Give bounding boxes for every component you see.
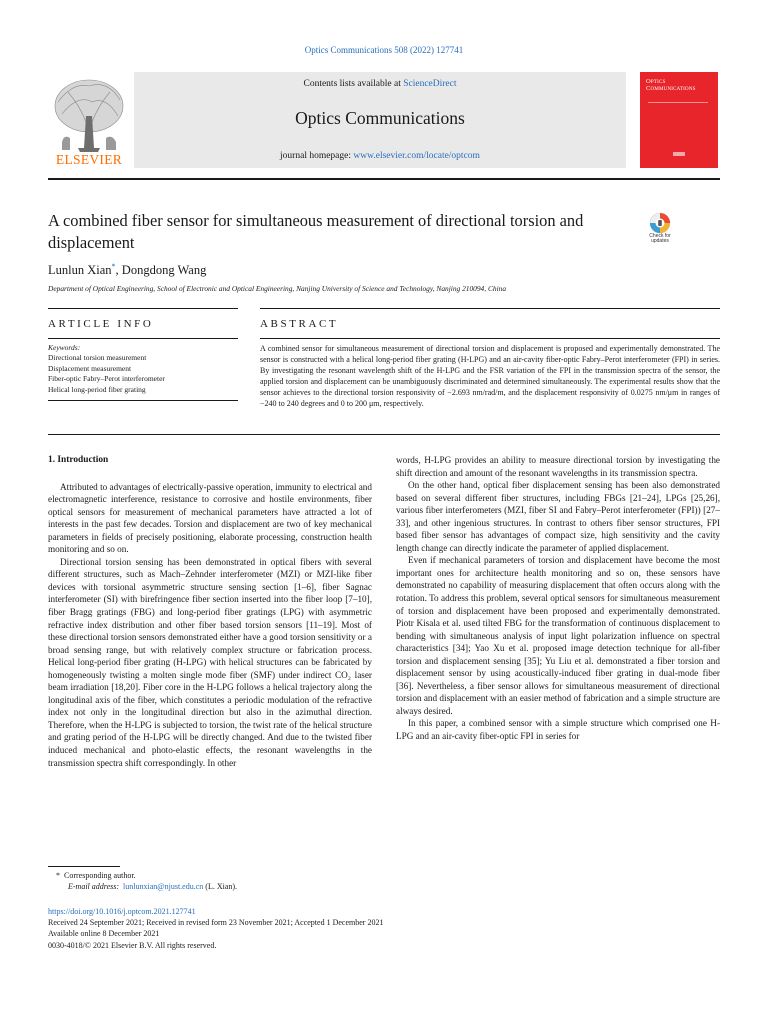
footnote bbox=[56, 870, 376, 892]
section-heading: 1. Introduction bbox=[48, 455, 109, 465]
body-column-right bbox=[396, 454, 720, 743]
journal-cover[interactable] bbox=[640, 72, 718, 168]
body-paragraph: In this paper, a combined sensor with a simple structure which comprised one H-LPG and an air-cavity fiber-optic FPI in series for bbox=[396, 718, 720, 742]
keyword-item: Fiber-optic Fabry–Perot interferometer bbox=[48, 374, 165, 384]
sciencedirect-link[interactable]: ScienceDirect bbox=[403, 79, 457, 89]
abstract-heading: ABSTRACT bbox=[260, 318, 339, 330]
abstract-rule bbox=[260, 338, 720, 339]
journal-header-band bbox=[134, 72, 626, 168]
contents-prefix: Contents lists available at bbox=[303, 79, 404, 89]
body-paragraph: words, H-LPG provides an ability to measure directional torsion by investigating the shift direction and amount of the resonant wavelengths in its transmission spectra. bbox=[396, 455, 720, 478]
doi-link[interactable]: https://doi.org/10.1016/j.optcom.2021.127741 bbox=[48, 907, 196, 916]
corresponding-label: Corresponding author. bbox=[64, 871, 136, 880]
footnote-rule bbox=[48, 866, 120, 867]
body-rule bbox=[48, 434, 720, 435]
body-paragraph: Attributed to advantages of electrically-passive operation, immunity to electrical and electromagnetic interference, resistance to corrosive and hostile environments, fiber optical sensors for measurement of mechanical parameters have attracted a lot of interests in the past few decades. Torsion and displacement are two of key mechanical parameters in fields of precisely positioning, elaborate processing, construction health monitoring and so on. bbox=[48, 481, 372, 555]
homepage-link[interactable]: www.elsevier.com/locate/optcom bbox=[353, 151, 480, 161]
elsevier-logo bbox=[48, 72, 130, 168]
email-label: E-mail address: bbox=[68, 882, 120, 891]
journal-reference[interactable]: Optics Communications 508 (2022) 127741 bbox=[304, 45, 464, 55]
homepage-label: journal homepage: bbox=[280, 151, 354, 161]
contents-line bbox=[134, 79, 626, 89]
crossmark-label-line-2: updates bbox=[651, 238, 669, 244]
copyright: 0030-4018/© 2021 Elsevier B.V. All rights reserved. bbox=[48, 940, 217, 950]
homepage-line bbox=[134, 151, 626, 161]
cover-divider bbox=[648, 102, 708, 103]
affiliation: Department of Optical Engineering, School of Electronic and Optical Engineering, Nanjing University of Science and Technology, Nanjing 210094, China bbox=[48, 284, 507, 293]
keyword-item: Displacement measurement bbox=[48, 363, 132, 373]
header-rule bbox=[48, 178, 720, 180]
author-separator: , bbox=[115, 263, 122, 278]
keyword-item: Directional torsion measurement bbox=[48, 353, 147, 363]
body-paragraph: Even if mechanical parameters of torsion and displacement have become the most important ones for architecture health monitoring and so on, these sensors have demonstrated no capability of measuring displacement that often occurs along with the rotation. To address this problem, several optical sensors for simultaneous measurement of torsion and displacement have been proposed and experimentally demonstrated. Piotr Kisala et al. used tilted FBG for the transformation of continuous displacement to bending with simultaneous analysis of input light polarization influence on spectral characteristics [34]; Yao Xu et al. proposed image detection technique for all-fiber torsion and displacement sensing [35]; Yu Liu et al. demonstrated a fiber torsion and displacement sensor by using acoustically-induced fiber grating in dual-mode fiber [36]. Nevertheless, a fiber sensor allows for simultaneous measurement of directional torsion and displacement with an easier method of fabrication and a simple structure are always desired. bbox=[396, 555, 720, 716]
online-date: Available online 8 December 2021 bbox=[48, 929, 160, 939]
abstract-rule bbox=[260, 308, 720, 309]
crossmark-icon bbox=[644, 212, 676, 234]
email-link[interactable]: lunlunxian@njust.edu.cn bbox=[123, 882, 204, 891]
crossmark-label bbox=[644, 234, 676, 244]
article-info-rule bbox=[48, 308, 238, 309]
journal-title[interactable]: Optics Communications bbox=[295, 108, 465, 128]
author-name[interactable]: Dongdong Wang bbox=[121, 263, 207, 278]
body-paragraph: Directional torsion sensing has been demonstrated in optical fibers with several different structures, such as Mach–Zehnder interferometer (MZI) or MZI-like fiber devices with torsional asymmetric structure sensing section [1–6], fiber Sagnac interferometer (SI) with birefringence fiber section inserted into the fiber loop [7–10], fiber Bragg gratings (FBG) and long-period fiber gratings (LPG) with asymmetric refractive index distribution and other fiber based torsion sensors [11–19]. Most of these directional torsion sensors demonstrated either have a good torsion sensitivity or a broad sensing range, but with relatively complex structure or fabrication process. Helical long-period fiber grating (H-LPG) with helical structures can be fabricated by homogeneously twisting a molten single mode fiber (SMF) under indirect CO₂ laser beam irradiation [18,20]. Fiber core in the H-LPG follows a helical trajectory along the longitudinal axis of the fiber, which constitutes a periodic modulation of the refractive index not only in the longitudinal direction but also in the azimuthal direction. Therefore, when the H-LPG is subjected to torsion, the twist rate of the helical structure and grating period of the H-LPG will be directly changed. And due to the twisted fiber induced mechanical and photo-elastic effects, the resonant wavelengths in the transmission spectra shift correspondingly. In other bbox=[48, 556, 372, 768]
email-suffix: (L. Xian). bbox=[205, 882, 238, 891]
elsevier-wordmark: ELSEVIER bbox=[55, 152, 123, 167]
article-footer bbox=[48, 906, 720, 951]
body-paragraph: On the other hand, optical fiber displacement sensing has been also demonstrated based on several different fiber structures, including FBGs [21–24], LPGs [25,26], various fiber interferometers (MZI, fiber SI and Fabry–Perot interferometer (FPI)) [27–33], and other ingenious structures. In contrast to others fiber sensor structures, FPI based fiber sensor has advantages of compact size, high sensitivity and the cavity length change can directly indicate the parameter of applied displacement. bbox=[396, 480, 720, 553]
keyword-item: Helical long-period fiber grating bbox=[48, 384, 146, 394]
check-for-updates-button[interactable] bbox=[644, 212, 676, 254]
corresponding-author-mark[interactable]: * bbox=[111, 262, 116, 271]
crossmark-label-line-1: Check for bbox=[649, 233, 671, 239]
keywords-heading: Keywords: bbox=[48, 343, 81, 352]
paper-title: A combined fiber sensor for simultaneous measurement of directional torsion and displacement bbox=[48, 211, 584, 252]
email-line bbox=[56, 881, 376, 892]
corresponding-note bbox=[56, 870, 376, 881]
author-list bbox=[48, 262, 206, 278]
article-info-heading: ARTICLE INFO bbox=[48, 318, 154, 330]
footnote-mark: * bbox=[56, 871, 60, 880]
cover-title: Optics Communications bbox=[646, 78, 696, 92]
author-name[interactable]: Lunlun Xian bbox=[48, 263, 112, 278]
article-info-rule bbox=[48, 338, 238, 339]
keywords-block bbox=[48, 343, 238, 395]
elsevier-tree-icon bbox=[48, 72, 130, 168]
abstract-text: A combined sensor for simultaneous measurement of directional torsion and displacement is proposed and experimentally demonstrated. The sensor is constructed with a helical long-period fiber grating (H-LPG) and an air-cavity fiber-optic Fabry–Perot interferometer (FPI) in series. By investigating the resonant wavelength shift of the H-LPG and the FSR variation of the FPI in the transmission spectra of the sensor, the applied torsion and displacement can be unambiguously discriminated and determined simultaneously. The experimental results show that the sensor achieves to the directional torsion responsivity of −2.693 nm/rad/m, and the displacement responsivity of 0.0275 nm/μm in ranges of −240 to 240 degrees and 0 to 200 μm, respectively. bbox=[260, 344, 720, 409]
article-info-rule bbox=[48, 400, 238, 401]
received-dates: Received 24 September 2021; Received in revised form 23 November 2021; Accepted 1 December 2021 bbox=[48, 918, 384, 928]
cover-mark bbox=[673, 152, 685, 156]
body-column-left bbox=[48, 454, 372, 769]
